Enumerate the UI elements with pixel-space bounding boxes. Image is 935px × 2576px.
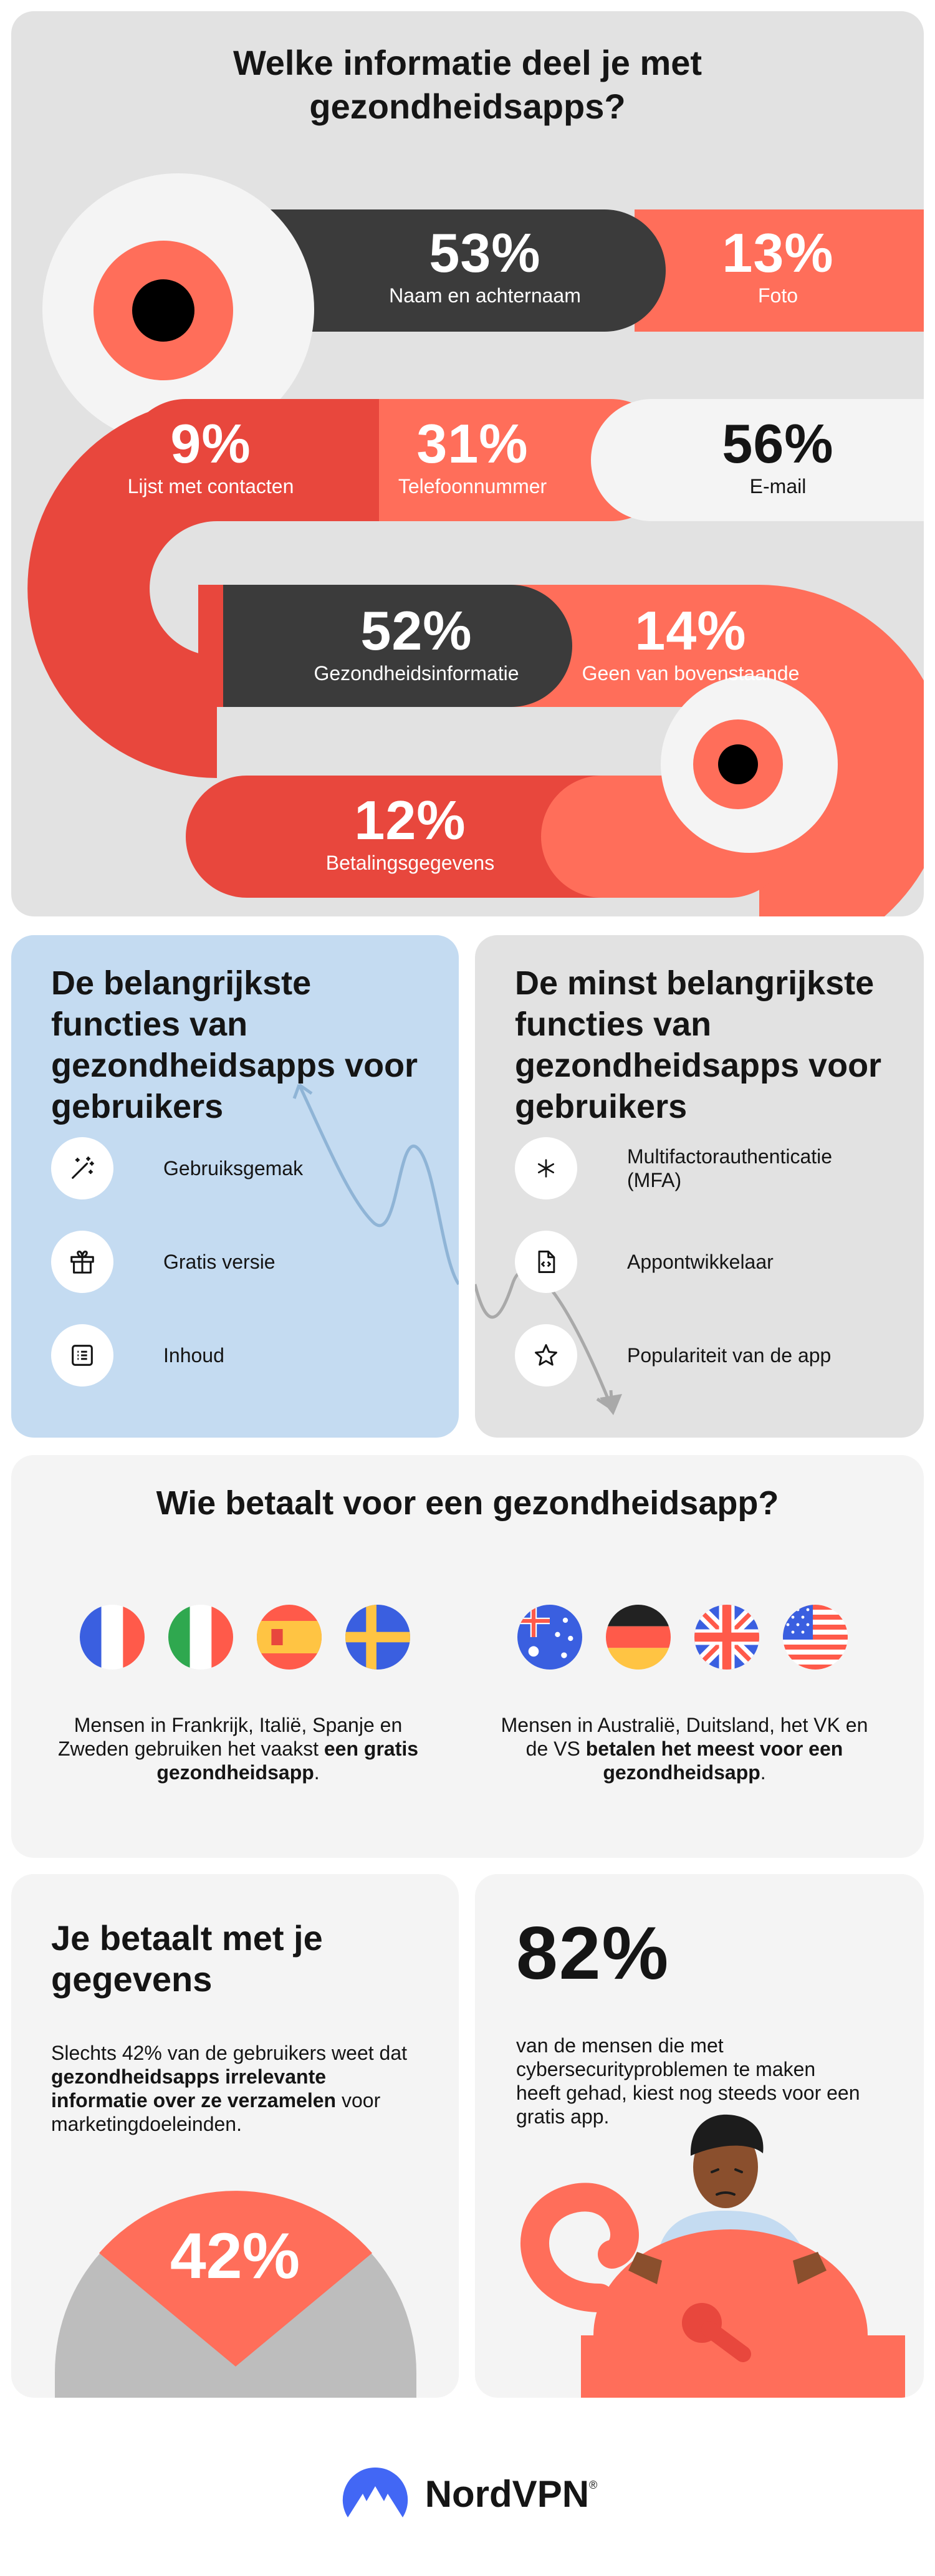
text-emphasis: gezondheidsapps irrelevante informatie over ze verzamelen xyxy=(51,2065,337,2112)
stat-value: 14% xyxy=(635,600,747,661)
footer xyxy=(0,2450,935,2537)
list-icon xyxy=(51,1324,113,1387)
flag-germany xyxy=(606,1605,671,1670)
flag-sweden xyxy=(345,1605,410,1670)
feature-item xyxy=(51,1231,425,1293)
feature-item xyxy=(515,1324,889,1387)
stat-phone xyxy=(360,414,585,499)
stat-label: Lijst met contacten xyxy=(127,475,294,497)
stat-label: Telefoonnummer xyxy=(398,475,547,497)
card-title: De minst belangrijkste functies van gezondheidsapps voor gebruikers xyxy=(515,964,882,1125)
asterisk-icon xyxy=(515,1137,577,1199)
section-title: Wie betaalt voor een gezondheidsapp? xyxy=(156,1484,779,1522)
stat-value: 9% xyxy=(170,413,251,474)
free-app-text xyxy=(45,1713,431,1784)
who-pays-section xyxy=(11,1455,924,1858)
gift-icon xyxy=(51,1231,113,1293)
stat-value: 12% xyxy=(354,789,466,851)
brand-name xyxy=(425,2473,598,2516)
star-icon xyxy=(515,1324,577,1387)
stat-label: E-mail xyxy=(749,475,807,497)
pay-with-data-card xyxy=(11,1874,459,2398)
gauge-graphic xyxy=(11,1874,459,2398)
text-part: Mensen in Frankrijk, Italië, Spanje en Zweden gebruiken het vaakst xyxy=(57,1714,403,1760)
feature-item xyxy=(51,1324,425,1387)
stat-health xyxy=(285,601,547,686)
most-important-card xyxy=(11,935,459,1438)
stat-value: 82% xyxy=(516,1911,670,1995)
brand-text: NordVPN xyxy=(424,2473,590,2515)
section-title xyxy=(11,41,924,128)
feature-label: Populariteit van de app xyxy=(627,1344,832,1367)
title-line-2: gezondheidsapps? xyxy=(309,87,626,126)
feature-item xyxy=(51,1137,425,1199)
paid-app-text xyxy=(491,1713,878,1784)
flag-united-kingdom xyxy=(694,1605,759,1670)
flag-australia xyxy=(517,1605,582,1670)
stat-label: Foto xyxy=(757,284,798,307)
stat-email xyxy=(666,414,890,499)
code-file-icon xyxy=(515,1231,577,1293)
stat-value: 53% xyxy=(429,222,541,284)
text-part: voor marketingdoeleinden. xyxy=(51,2089,381,2135)
flag-france xyxy=(80,1605,145,1670)
stat-value: 31% xyxy=(416,413,529,474)
gauge-value: 42% xyxy=(170,2220,300,2292)
feature-item xyxy=(515,1231,889,1293)
magic-wand-icon xyxy=(51,1137,113,1199)
text-part: Mensen in Australië, Duitsland, het VK en de VS xyxy=(501,1714,868,1760)
stat-value: 56% xyxy=(722,413,834,474)
stat-value: 52% xyxy=(360,600,472,661)
nordvpn-logo-icon xyxy=(338,2463,413,2525)
stat-label: Betalingsgegevens xyxy=(325,852,495,874)
stat-description: van de mensen die met cybersecurityproblemen te maken heeft gehad, kiest nog steeds voor een gratis app. xyxy=(516,2034,860,2128)
stat-photo xyxy=(684,223,871,308)
card-title: De belangrijkste functies van gezondheidsapps voor gebruikers xyxy=(51,964,418,1125)
stat-none xyxy=(560,601,822,686)
text-end: . xyxy=(760,1761,766,1784)
feature-label: Appontwikkelaar xyxy=(627,1251,774,1273)
stat-contacts xyxy=(98,414,323,499)
text-end: . xyxy=(314,1761,320,1784)
feature-item xyxy=(515,1137,889,1199)
feature-label: Inhoud xyxy=(163,1344,224,1367)
stat-label: Gezondheidsinformatie xyxy=(314,662,519,685)
feature-label: Multifactorauthenticatie (MFA) xyxy=(627,1145,833,1191)
stat-payment xyxy=(279,791,541,875)
text-emphasis: een gratis gezondheidsapp xyxy=(156,1737,419,1784)
stat-value: 13% xyxy=(722,222,834,284)
stat-name xyxy=(360,223,610,308)
text-part: Slechts 42% van de gebruikers weet dat xyxy=(51,2042,407,2064)
feature-label: Gebruiksgemak xyxy=(163,1157,304,1180)
stat-label: Naam en achternaam xyxy=(389,284,581,307)
trademark-symbol: ® xyxy=(589,2478,598,2491)
least-important-card xyxy=(475,935,924,1438)
title-line-1: Welke informatie deel je met xyxy=(233,43,702,82)
person-piggybank-illustration xyxy=(475,1874,924,2398)
info-shared-section xyxy=(11,11,924,916)
flag-spain xyxy=(257,1605,322,1670)
cyber-card xyxy=(475,1874,924,2398)
stat-label: Geen van bovenstaande xyxy=(582,662,800,685)
feature-label: Gratis versie xyxy=(163,1251,276,1273)
flag-italy xyxy=(168,1605,233,1670)
flag-united-states xyxy=(783,1605,848,1670)
text-emphasis: betalen het meest voor een gezondheidsapp xyxy=(585,1737,843,1784)
card-title: Je betaalt met je gegevens xyxy=(51,1918,323,1999)
